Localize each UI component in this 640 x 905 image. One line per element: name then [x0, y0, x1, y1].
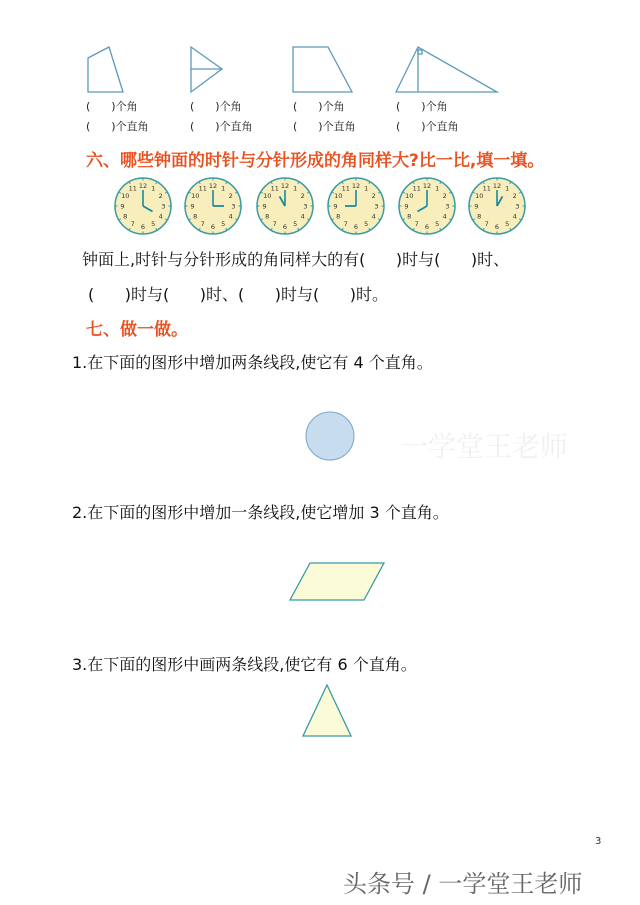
figure-right-angles-label: ( )个直角 [293, 120, 356, 133]
clock-numeral: 9 [474, 202, 479, 211]
clock-numeral: 6 [494, 222, 500, 231]
clock-numeral: 2 [228, 192, 233, 201]
item3-text: 3.在下面的图形中画两条线段,使它有 6 个直角。 [72, 655, 417, 674]
clock-numeral: 4 [158, 212, 163, 221]
circle-figure [300, 405, 360, 465]
footer-source: 头条号 / 一学堂王老师 [343, 870, 583, 898]
clock-numeral: 8 [265, 212, 270, 221]
triangle-figure [295, 680, 365, 740]
clock-numeral: 2 [512, 192, 517, 201]
clock-numeral: 7 [343, 220, 348, 229]
clock-numeral: 11 [341, 184, 350, 193]
clock-numeral: 4 [442, 212, 447, 221]
clock-numeral: 5 [151, 220, 156, 229]
angle-figures [0, 0, 640, 100]
figure-angles-label: ( )个角 [396, 100, 448, 113]
clock-numeral: 3 [374, 202, 379, 211]
clock-numeral: 12 [280, 181, 290, 190]
clock-numeral: 2 [158, 192, 163, 201]
clock-numeral: 9 [333, 202, 338, 211]
figure-triangle-split [191, 47, 222, 92]
clock [115, 178, 171, 234]
clock-numeral: 8 [123, 212, 128, 221]
clocks-row [0, 175, 640, 237]
clock-numeral: 6 [140, 222, 146, 231]
clock-numeral: 6 [210, 222, 216, 231]
clock-numeral: 8 [477, 212, 482, 221]
clock-numeral: 10 [334, 192, 343, 201]
clock-numeral: 5 [364, 220, 369, 229]
clock-numeral: 10 [121, 192, 130, 201]
clock-numeral: 11 [412, 184, 421, 193]
watermark: 一学堂王老师 [400, 430, 569, 463]
figure-angles-label: ( )个角 [293, 100, 345, 113]
clock-numeral: 7 [414, 220, 419, 229]
clock-numeral: 10 [405, 192, 414, 201]
clock-numeral: 1 [221, 184, 226, 193]
section7-title: 七、做一做。 [86, 320, 188, 340]
clock-numeral: 5 [435, 220, 440, 229]
clock-numeral: 12 [492, 181, 502, 190]
clock-numeral: 5 [221, 220, 226, 229]
clock-numeral: 2 [442, 192, 447, 201]
clock-numeral: 7 [200, 220, 205, 229]
figure-trapezoid [293, 47, 352, 92]
figure-right-angles-label: ( )个直角 [190, 120, 253, 133]
clock-numeral: 1 [293, 184, 298, 193]
clock [185, 178, 241, 234]
clock-numeral: 6 [353, 222, 359, 231]
clock-numeral: 8 [407, 212, 412, 221]
section6-line2: ( )时与( )时、( )时与( )时。 [88, 285, 389, 304]
page-number: 3 [595, 836, 602, 847]
clock-numeral: 10 [263, 192, 272, 201]
clock-numeral: 10 [191, 192, 200, 201]
clock-numeral: 11 [128, 184, 137, 193]
clock-numeral: 3 [161, 202, 166, 211]
clock-numeral: 9 [120, 202, 125, 211]
clock-numeral: 9 [190, 202, 195, 211]
clock-numeral: 1 [435, 184, 440, 193]
clock-numeral: 7 [484, 220, 489, 229]
clock-numeral: 5 [293, 220, 298, 229]
clock-numeral: 4 [228, 212, 233, 221]
clock-numeral: 1 [505, 184, 510, 193]
clock-numeral: 12 [138, 181, 148, 190]
clock-numeral: 10 [475, 192, 484, 201]
clock-numeral: 4 [371, 212, 376, 221]
item1-text: 1.在下面的图形中增加两条线段,使它有 4 个直角。 [72, 353, 433, 372]
figure-right-angles-label: ( )个直角 [86, 120, 149, 133]
clock-numeral: 3 [515, 202, 520, 211]
figure-quadrilateral [88, 47, 123, 92]
figure-angles-label: ( )个角 [86, 100, 138, 113]
clock-numeral: 3 [445, 202, 450, 211]
clock-numeral: 5 [505, 220, 510, 229]
clock [469, 178, 525, 234]
figure-right-triangle [396, 47, 497, 92]
clock-numeral: 12 [208, 181, 218, 190]
clock-numeral: 7 [272, 220, 277, 229]
clock [257, 178, 313, 234]
clock-numeral: 4 [300, 212, 305, 221]
item2-text: 2.在下面的图形中增加一条线段,使它增加 3 个直角。 [72, 503, 449, 522]
clock-numeral: 2 [300, 192, 305, 201]
clock-numeral: 3 [303, 202, 308, 211]
clock-numeral: 9 [262, 202, 267, 211]
clock-numeral: 7 [130, 220, 135, 229]
clock-numeral: 12 [351, 181, 361, 190]
clock-numeral: 4 [512, 212, 517, 221]
figure-right-angles-label: ( )个直角 [396, 120, 459, 133]
figure-angles-label: ( )个角 [190, 100, 242, 113]
clock-numeral: 3 [231, 202, 236, 211]
clock [328, 178, 384, 234]
clock-numeral: 6 [282, 222, 288, 231]
clock-numeral: 11 [198, 184, 207, 193]
parallelogram-figure [280, 555, 400, 605]
clock-numeral: 8 [193, 212, 198, 221]
section6-line1: 钟面上,时针与分针形成的角同样大的有( )时与( )时、 [82, 250, 510, 269]
clock [399, 178, 455, 234]
clock-numeral: 11 [482, 184, 491, 193]
clock-numeral: 12 [422, 181, 432, 190]
clock-numeral: 1 [364, 184, 369, 193]
clock-numeral: 9 [404, 202, 409, 211]
clock-numeral: 8 [336, 212, 341, 221]
section6-title: 六、哪些钟面的时针与分针形成的角同样大?比一比,填一填。 [86, 151, 545, 171]
clock-numeral: 2 [371, 192, 376, 201]
clock-numeral: 1 [151, 184, 156, 193]
clock-numeral: 11 [270, 184, 279, 193]
clock-numeral: 6 [424, 222, 430, 231]
